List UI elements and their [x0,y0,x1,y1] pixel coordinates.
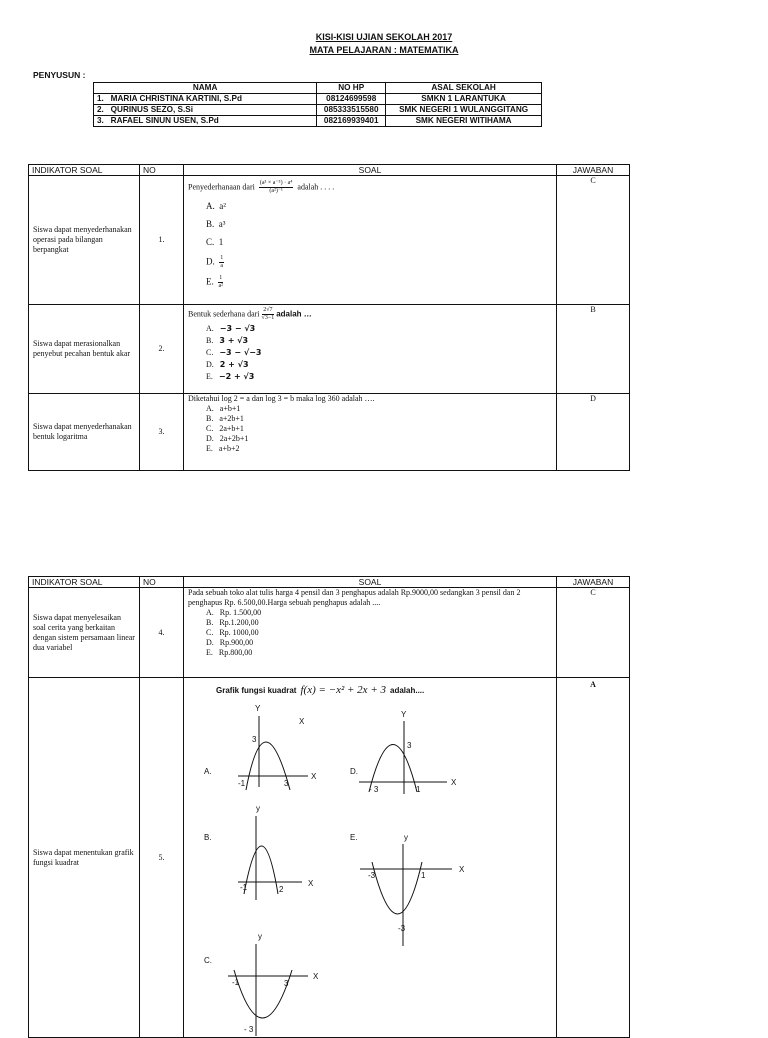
indikator-text: Siswa dapat menyelesaikan soal cerita yang berkaitan dengan sistem persamaan linear dua variabel [29,588,140,678]
option-label: A. [206,608,214,617]
author-name-text: RAFAEL SINUN USEN, S.Pd [110,116,219,125]
document-subject: MATA PELAJARAN : MATEMATIKA [309,45,459,55]
option-list [206,201,552,295]
option-label: B. [206,414,214,423]
option-c [206,348,552,360]
question-prompt: Grafik fungsi kuadrat [216,686,297,695]
option-d [206,255,552,275]
parabola-curve [244,846,278,894]
question-number: 3. [140,394,184,471]
x-axis-label: X [311,772,317,781]
author-number: 1. [97,94,104,103]
x-root-right: 1 [421,871,426,880]
option-a [206,404,552,414]
question-prompt-line [188,307,552,322]
option-b [206,336,552,348]
option-label: E. [206,444,213,453]
x-root-right: 1 [416,785,421,794]
question-table-2 [28,576,630,1038]
option-d-label: D. [350,767,358,776]
x-axis-label: X [451,778,457,787]
option-text: Rp.900,00 [219,638,254,647]
option-b-label: B. [204,833,212,842]
question-prompt: Pada sebuah toko alat tulis harga 4 pensil dan 3 penghapus adalah Rp.9000,00 sedangkan 3 pensil dan 2 penghapus Rp. 6.500,00.Harga sebuah penghapus adalah .... [188,588,521,607]
option-label: E. [206,276,214,287]
answer-key: D [557,394,630,471]
option-c [206,628,552,638]
fraction-denominator: a² [218,283,223,289]
authors-table [93,82,542,127]
option-text: Rp. 1000,00 [219,628,259,637]
question-number: 4. [140,588,184,678]
option-b [206,618,552,628]
option-d [206,434,552,444]
fraction-denominator: (a²)⁻¹ [269,188,283,194]
option-text: −3 − √3 [219,324,256,333]
option-a [206,201,552,219]
option-a [206,324,552,336]
option-c [206,237,552,255]
y-axis-label: y [258,932,262,941]
option-d [206,360,552,372]
fraction-numerator: 2√7 [263,307,273,313]
question-soal [184,678,557,1038]
option-e [206,444,552,454]
option-text: 2a+2b+1 [219,434,249,443]
author-name-text: MARIA CHRISTINA KARTINI, S.Pd [110,94,242,103]
question-number: 1. [140,176,184,305]
option-label: B. [206,336,214,345]
option-e [206,648,552,658]
option-c-label: C. [204,956,212,965]
author-name [94,116,317,127]
option-list [206,324,552,384]
option-label: B. [206,219,215,229]
option-label: B. [206,618,214,627]
graph-option-a [228,702,328,792]
option-label: C. [206,424,214,433]
answer-key: C [557,588,630,678]
question-prompt-line [188,180,552,195]
indikator-text: Siswa dapat menyederhanakan bentuk logaritma [29,394,140,471]
option-label: C. [206,348,214,357]
document-title: KISI-KISI UJIAN SEKOLAH 2017 [315,32,453,42]
option-label: C. [206,628,214,637]
question-row-3 [29,394,630,471]
x-root-left: -1 [232,978,240,987]
header-indikator: INDIKATOR SOAL [29,165,140,176]
y-axis-label: Y [255,704,261,713]
table-row [94,94,542,105]
x-axis-label: X [459,865,465,874]
option-text: a+b+1 [219,404,241,413]
header-indikator: INDIKATOR SOAL [29,577,140,588]
option-d [206,638,552,648]
option-label: D. [206,360,214,369]
option-c [206,424,552,434]
option-e-label: E. [350,833,358,842]
expression-fraction [259,180,294,195]
fraction-denominator: √3−1 [261,315,275,321]
option-text: −3 − √−3 [219,348,262,357]
y-intercept: 3 [407,741,412,750]
option-text: Rp.800,00 [218,648,253,657]
x-root-left: -1 [240,883,248,892]
option-text: Rp. 1.500,00 [219,608,262,617]
option-a-label: A. [204,767,212,776]
x-axis-label: X [308,879,314,888]
x-root-left: -3 [368,871,376,880]
header-jawaban: JAWABAN [557,577,630,588]
question-row-5 [29,678,630,1038]
option-label: D. [206,638,214,647]
y-axis-label: y [256,804,260,813]
column-header-nohp: NO HP [317,83,386,94]
question-prompt-line [216,685,424,696]
option-label: A. [206,404,214,413]
option-text: 1 [218,237,224,247]
question-suffix: adalah . . . . [297,182,335,192]
question-soal [184,588,557,678]
header-no: NO [140,165,184,176]
option-text: a³ [218,219,226,229]
y-axis-label: y [404,833,408,842]
author-school: SMK NEGERI 1 WULANGGITANG [386,105,542,116]
option-list [206,404,552,454]
answer-key: A [557,678,630,1038]
question-formula: f(x) = −x² + 2x + 3 [300,684,386,696]
option-fraction [219,255,224,270]
answer-key: B [557,305,630,394]
expression-fraction [262,307,275,322]
indikator-text: Siswa dapat menyederhanakan operasi pada bilangan berpangkat [29,176,140,305]
option-label: A. [206,324,214,333]
x-axis-label: X [313,972,319,981]
question-prompt: Bentuk sederhana dari [188,309,260,319]
graph-option-b [232,804,332,900]
option-a [206,608,552,618]
penyusun-label: PENYUSUN : [33,70,86,80]
graph-option-c [228,932,348,1036]
author-school: SMKN 1 LARANTUKA [386,94,542,105]
option-e [206,275,552,295]
graph-option-e [358,834,468,954]
parabola-curve [372,862,422,914]
y-intercept: -3 [398,924,406,933]
fraction-numerator: (a³ × a⁻⁵) · a⁴ [259,180,293,186]
header-no: NO [140,577,184,588]
option-label: C. [206,237,215,247]
graph-area [184,678,557,1036]
option-b [206,414,552,424]
author-phone: 082169939401 [317,116,386,127]
y-axis-label: Y [401,710,407,719]
option-text: −2 + √3 [218,372,255,381]
author-school: SMK NEGERI WITIHAMA [386,116,542,127]
question-prompt: Penyederhanaan dari [188,182,255,192]
question-suffix: adalah.... [390,686,425,695]
option-text: a+2b+1 [219,414,244,423]
x-root-right: 2 [279,885,284,894]
author-name-text: QURINUS SEZO, S.Si [110,105,194,114]
table-row [94,116,542,127]
column-header-asal-sekolah: ASAL SEKOLAH [386,83,542,94]
authors-header-row [94,83,542,94]
question-row-4 [29,588,630,678]
header-soal: SOAL [184,165,557,176]
question-table-1 [28,164,630,471]
question-soal [184,305,557,394]
question-suffix: adalah … [276,309,312,319]
option-text: a+b+2 [218,444,240,453]
option-label: D. [206,256,215,267]
fraction-denominator: a [220,263,224,269]
question-row-2 [29,305,630,394]
indikator-text: Siswa dapat menentukan grafik fungsi kuadrat [29,678,140,1038]
author-name [94,105,317,116]
x-root-left: - 3 [369,785,379,794]
option-text: 2 + √3 [219,360,249,369]
option-label: A. [206,201,215,211]
x-axis-label: X [299,717,305,726]
parabola-curve [234,970,292,1018]
option-list [206,608,552,658]
graph-option-d [359,712,469,797]
column-header-nama: NAMA [94,83,317,94]
option-label: E. [206,648,213,657]
question-number: 2. [140,305,184,394]
answer-key: C [557,176,630,305]
option-text: 3 + √3 [219,336,249,345]
option-text: a² [219,201,226,211]
author-name [94,94,317,105]
y-intercept: 3 [252,735,257,744]
author-phone: 085333515580 [317,105,386,116]
question-prompt: Diketahui log 2 = a dan log 3 = b maka log 360 adalah …. [188,394,375,403]
option-label: D. [206,434,214,443]
option-text: 2a+b+1 [219,424,244,433]
author-phone: 08124699598 [317,94,386,105]
option-b [206,219,552,237]
question-row-1 [29,176,630,305]
fraction-numerator: 1 [220,255,224,261]
x-root-right: 3 [284,779,289,788]
option-fraction [218,275,223,290]
question-table-header [29,165,630,176]
x-root-right: 3 [284,979,289,988]
option-e [206,372,552,384]
indikator-text: Siswa dapat merasionalkan penyebut pecahan bentuk akar [29,305,140,394]
question-number: 5. [140,678,184,1038]
header-soal: SOAL [184,577,557,588]
author-number: 3. [97,116,104,125]
option-label: E. [206,372,213,381]
fraction-numerator: 1 [219,275,223,281]
question-soal [184,176,557,305]
question-table-header [29,577,630,588]
x-root-left: -1 [238,779,246,788]
table-row [94,105,542,116]
option-text: Rp.1.200,00 [219,618,259,627]
y-intercept: - 3 [244,1025,254,1034]
question-soal [184,394,557,471]
header-jawaban: JAWABAN [557,165,630,176]
author-number: 2. [97,105,104,114]
